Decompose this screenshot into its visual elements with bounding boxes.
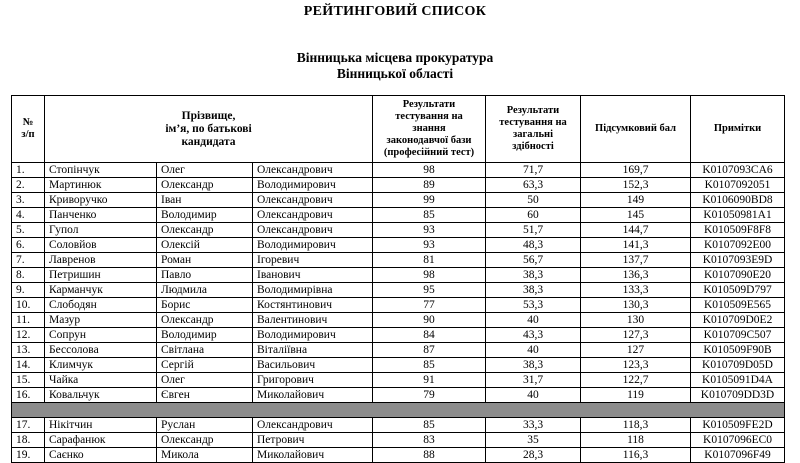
candidate-code: K0107092E00 xyxy=(691,238,785,253)
total-score: 145 xyxy=(581,208,691,223)
first-name: Олександр xyxy=(157,433,253,448)
law-test-score: 98 xyxy=(373,163,486,178)
patronymic: Іванович xyxy=(253,268,373,283)
candidate-code: K0107093E9D xyxy=(691,253,785,268)
first-name: Олександр xyxy=(157,223,253,238)
law-test-score: 91 xyxy=(373,373,486,388)
last-name: Ковальчук xyxy=(45,388,157,403)
first-name: Олег xyxy=(157,163,253,178)
first-name: Руслан xyxy=(157,418,253,433)
patronymic: Володимирович xyxy=(253,328,373,343)
general-test-score: 60 xyxy=(486,208,581,223)
total-score: 127 xyxy=(581,343,691,358)
table-row xyxy=(12,283,785,298)
table-row xyxy=(12,208,785,223)
patronymic: Олександрович xyxy=(253,208,373,223)
total-score: 119 xyxy=(581,388,691,403)
last-name: Бессолова xyxy=(45,343,157,358)
last-name: Мартинюк xyxy=(45,178,157,193)
candidate-code: K010509F8F8 xyxy=(691,223,785,238)
last-name: Климчук xyxy=(45,358,157,373)
candidate-code: K010509FE2D xyxy=(691,418,785,433)
law-test-score: 85 xyxy=(373,358,486,373)
patronymic: Олександрович xyxy=(253,163,373,178)
general-test-score: 63,3 xyxy=(486,178,581,193)
total-score: 118,3 xyxy=(581,418,691,433)
table-row xyxy=(12,373,785,388)
patronymic: Миколайович xyxy=(253,448,373,463)
law-test-score: 84 xyxy=(373,328,486,343)
law-test-score: 99 xyxy=(373,193,486,208)
last-name: Сарафанюк xyxy=(45,433,157,448)
law-test-score: 98 xyxy=(373,268,486,283)
table-header xyxy=(12,96,785,163)
row-number: 17. xyxy=(12,418,45,433)
total-score: 127,3 xyxy=(581,328,691,343)
patronymic: Володимирівна xyxy=(253,283,373,298)
institution-name-line2: Вінницької області xyxy=(336,66,454,81)
first-name: Олексій xyxy=(157,238,253,253)
candidate-code: K0107093CA6 xyxy=(691,163,785,178)
candidate-code: K010509D797 xyxy=(691,283,785,298)
row-number: 2. xyxy=(12,178,45,193)
general-test-score: 35 xyxy=(486,433,581,448)
last-name: Соловйов xyxy=(45,238,157,253)
first-name: Володимир xyxy=(157,328,253,343)
law-test-score: 87 xyxy=(373,343,486,358)
row-number: 6. xyxy=(12,238,45,253)
candidate-code: K010509F90B xyxy=(691,343,785,358)
general-test-score: 71,7 xyxy=(486,163,581,178)
row-number: 1. xyxy=(12,163,45,178)
header-number: № з/п xyxy=(12,96,45,163)
rating-table xyxy=(11,95,785,463)
table-row xyxy=(12,448,785,463)
total-score: 141,3 xyxy=(581,238,691,253)
last-name: Стопінчук xyxy=(45,163,157,178)
separator-cell xyxy=(12,403,785,418)
patronymic: Костянтинович xyxy=(253,298,373,313)
row-number: 8. xyxy=(12,268,45,283)
row-number: 13. xyxy=(12,343,45,358)
law-test-score: 90 xyxy=(373,313,486,328)
header-full-name: Прізвище, ім’я, по батькові кандидата xyxy=(45,96,373,163)
table-row xyxy=(12,178,785,193)
first-name: Микола xyxy=(157,448,253,463)
candidate-code: K0107090E20 xyxy=(691,268,785,283)
last-name: Саєнко xyxy=(45,448,157,463)
patronymic: Олександрович xyxy=(253,223,373,238)
general-test-score: 40 xyxy=(486,343,581,358)
patronymic: Григорович xyxy=(253,373,373,388)
first-name: Людмила xyxy=(157,283,253,298)
row-number: 10. xyxy=(12,298,45,313)
first-name: Борис xyxy=(157,298,253,313)
table-row xyxy=(12,343,785,358)
candidate-code: K0106090BD8 xyxy=(691,193,785,208)
separator-row xyxy=(12,403,785,418)
candidate-code: K010509E565 xyxy=(691,298,785,313)
candidate-code: K0107096F49 xyxy=(691,448,785,463)
law-test-score: 83 xyxy=(373,433,486,448)
header-general-test: Результати тестування на загальні здібності xyxy=(486,96,581,163)
patronymic: Олександрович xyxy=(253,193,373,208)
row-number: 14. xyxy=(12,358,45,373)
first-name: Павло xyxy=(157,268,253,283)
patronymic: Ігоревич xyxy=(253,253,373,268)
table-body xyxy=(12,163,785,463)
total-score: 130 xyxy=(581,313,691,328)
candidate-code: K01050981A1 xyxy=(691,208,785,223)
header-total-score: Підсумковий бал xyxy=(581,96,691,163)
total-score: 137,7 xyxy=(581,253,691,268)
general-test-score: 40 xyxy=(486,388,581,403)
row-number: 11. xyxy=(12,313,45,328)
total-score: 123,3 xyxy=(581,358,691,373)
row-number: 15. xyxy=(12,373,45,388)
law-test-score: 77 xyxy=(373,298,486,313)
row-number: 7. xyxy=(12,253,45,268)
row-number: 4. xyxy=(12,208,45,223)
patronymic: Володимирович xyxy=(253,238,373,253)
total-score: 152,3 xyxy=(581,178,691,193)
table-row xyxy=(12,253,785,268)
first-name: Євген xyxy=(157,388,253,403)
last-name: Петришин xyxy=(45,268,157,283)
header-notes: Примітки xyxy=(691,96,785,163)
candidate-code: K0107096EC0 xyxy=(691,433,785,448)
total-score: 133,3 xyxy=(581,283,691,298)
table-row xyxy=(12,358,785,373)
general-test-score: 40 xyxy=(486,313,581,328)
law-test-score: 85 xyxy=(373,418,486,433)
row-number: 18. xyxy=(12,433,45,448)
row-number: 16. xyxy=(12,388,45,403)
total-score: 122,7 xyxy=(581,373,691,388)
last-name: Гупол xyxy=(45,223,157,238)
total-score: 136,3 xyxy=(581,268,691,283)
table-row xyxy=(12,268,785,283)
general-test-score: 50 xyxy=(486,193,581,208)
general-test-score: 38,3 xyxy=(486,283,581,298)
row-number: 9. xyxy=(12,283,45,298)
patronymic: Петрович xyxy=(253,433,373,448)
last-name: Карманчук xyxy=(45,283,157,298)
table-row xyxy=(12,193,785,208)
candidate-code: K0105091D4A xyxy=(691,373,785,388)
patronymic: Олександрович xyxy=(253,418,373,433)
patronymic: Валентинович xyxy=(253,313,373,328)
candidate-code: K010709DD3D xyxy=(691,388,785,403)
table-row xyxy=(12,163,785,178)
general-test-score: 33,3 xyxy=(486,418,581,433)
table-row xyxy=(12,433,785,448)
last-name: Слободян xyxy=(45,298,157,313)
law-test-score: 93 xyxy=(373,223,486,238)
law-test-score: 81 xyxy=(373,253,486,268)
general-test-score: 31,7 xyxy=(486,373,581,388)
table-row xyxy=(12,328,785,343)
last-name: Панченко xyxy=(45,208,157,223)
institution-name-line1: Вінницька місцева прокуратура xyxy=(296,50,494,65)
first-name: Володимир xyxy=(157,208,253,223)
total-score: 144,7 xyxy=(581,223,691,238)
law-test-score: 79 xyxy=(373,388,486,403)
row-number: 5. xyxy=(12,223,45,238)
candidate-code: K0107092051 xyxy=(691,178,785,193)
last-name: Чайка xyxy=(45,373,157,388)
last-name: Сопрун xyxy=(45,328,157,343)
first-name: Роман xyxy=(157,253,253,268)
patronymic: Віталіївна xyxy=(253,343,373,358)
table-row xyxy=(12,313,785,328)
total-score: 169,7 xyxy=(581,163,691,178)
first-name: Олександр xyxy=(157,313,253,328)
law-test-score: 93 xyxy=(373,238,486,253)
last-name: Лавренов xyxy=(45,253,157,268)
page-title: РЕЙТИНГОВИЙ СПИСОК xyxy=(303,4,487,19)
candidate-code: K010709D0E2 xyxy=(691,313,785,328)
law-test-score: 95 xyxy=(373,283,486,298)
general-test-score: 51,7 xyxy=(486,223,581,238)
total-score: 149 xyxy=(581,193,691,208)
first-name: Світлана xyxy=(157,343,253,358)
first-name: Іван xyxy=(157,193,253,208)
last-name: Криворучко xyxy=(45,193,157,208)
table-row xyxy=(12,388,785,403)
total-score: 130,3 xyxy=(581,298,691,313)
row-number: 3. xyxy=(12,193,45,208)
general-test-score: 28,3 xyxy=(486,448,581,463)
header-law-test: Результати тестування на знання законодавчої бази (професійний тест) xyxy=(373,96,486,163)
general-test-score: 38,3 xyxy=(486,268,581,283)
general-test-score: 48,3 xyxy=(486,238,581,253)
general-test-score: 43,3 xyxy=(486,328,581,343)
law-test-score: 88 xyxy=(373,448,486,463)
patronymic: Миколайович xyxy=(253,388,373,403)
row-number: 19. xyxy=(12,448,45,463)
last-name: Нікітчин xyxy=(45,418,157,433)
institution-name xyxy=(0,50,790,82)
total-score: 116,3 xyxy=(581,448,691,463)
general-test-score: 53,3 xyxy=(486,298,581,313)
law-test-score: 85 xyxy=(373,208,486,223)
first-name: Олег xyxy=(157,373,253,388)
table-row xyxy=(12,298,785,313)
first-name: Олександр xyxy=(157,178,253,193)
law-test-score: 89 xyxy=(373,178,486,193)
total-score: 118 xyxy=(581,433,691,448)
table-row xyxy=(12,223,785,238)
candidate-code: K010709C507 xyxy=(691,328,785,343)
candidate-code: K010709D05D xyxy=(691,358,785,373)
general-test-score: 56,7 xyxy=(486,253,581,268)
patronymic: Васильович xyxy=(253,358,373,373)
patronymic: Володимирович xyxy=(253,178,373,193)
row-number: 12. xyxy=(12,328,45,343)
general-test-score: 38,3 xyxy=(486,358,581,373)
table-row xyxy=(12,238,785,253)
table-row xyxy=(12,418,785,433)
first-name: Сергій xyxy=(157,358,253,373)
last-name: Мазур xyxy=(45,313,157,328)
